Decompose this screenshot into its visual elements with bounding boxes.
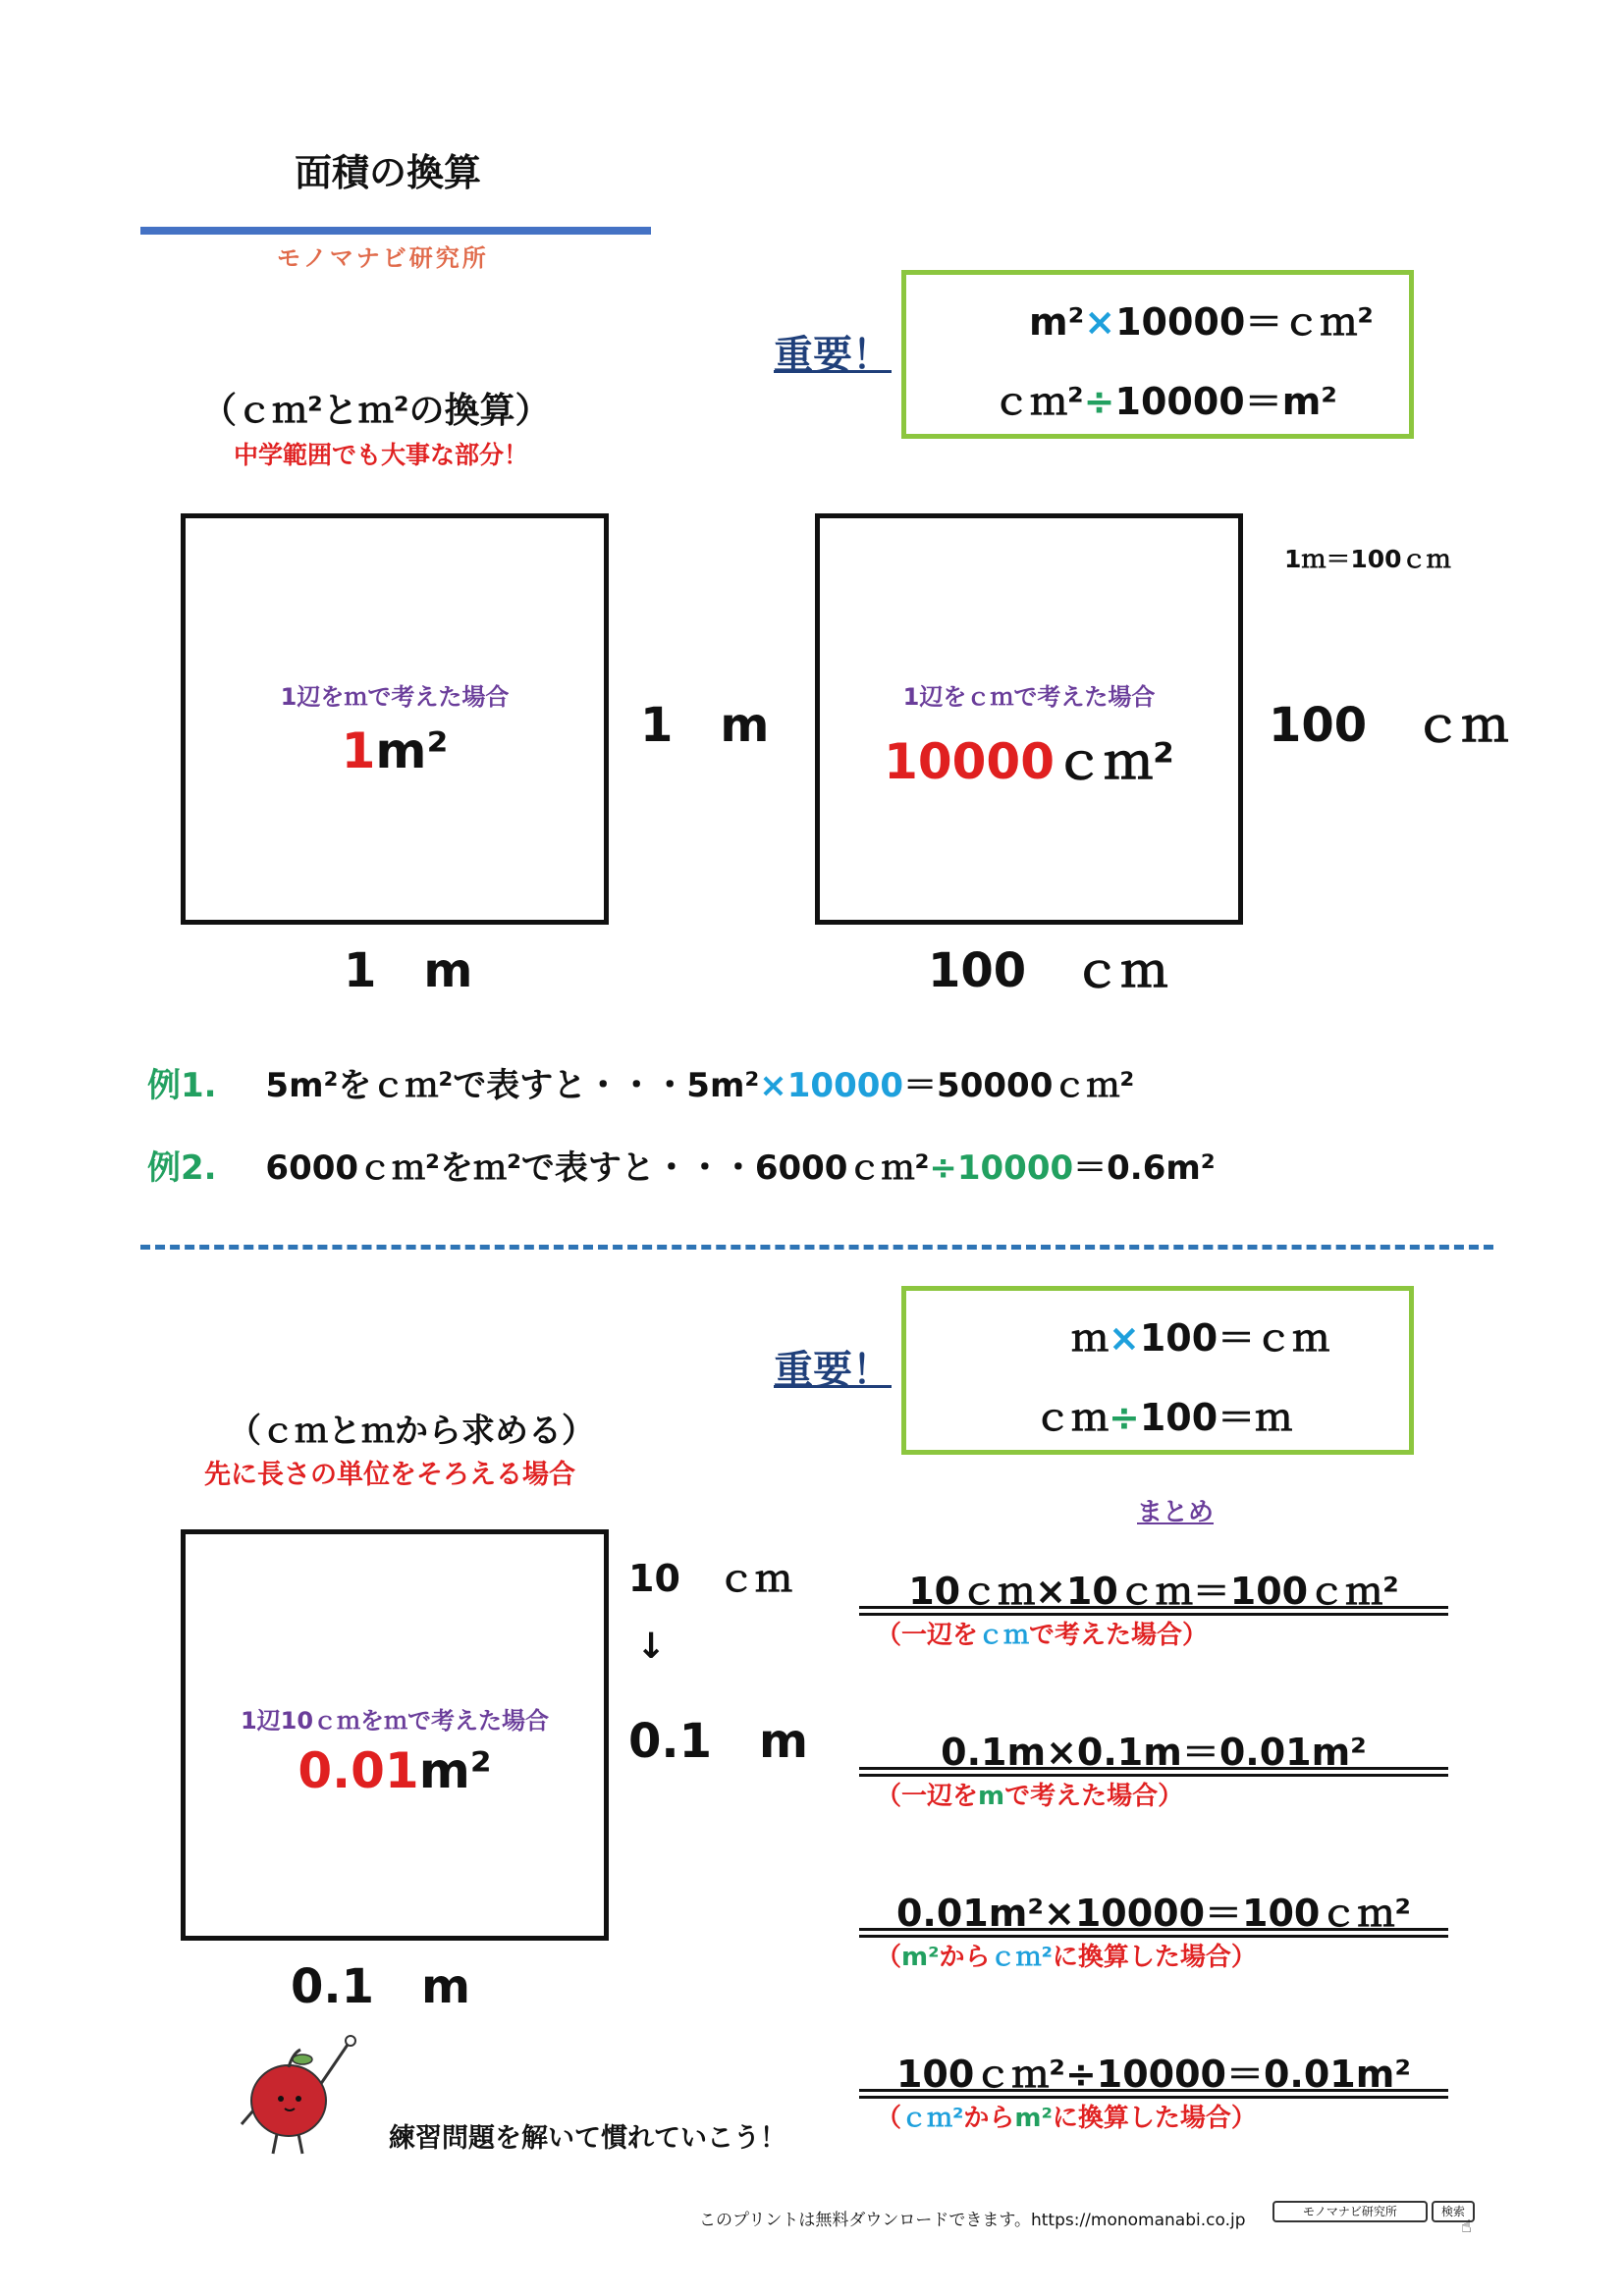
footer-search-input[interactable]: モノマナビ研究所: [1272, 2201, 1428, 2222]
section2-note: 先に長さの単位をそろえる場合: [204, 1460, 575, 1490]
formula-line-4: ｃｍ÷100＝ｍ: [1034, 1396, 1293, 1439]
page-title: 面積の換算: [295, 151, 482, 194]
square-centimeter-side-right: 100 ｃｍ: [1269, 698, 1509, 753]
square-decimeter-side-bottom: 0.1 m: [291, 1959, 471, 2014]
footer-search-button[interactable]: 検索: [1432, 2201, 1475, 2222]
formula-line-1: m²×10000＝ｃｍ²: [1029, 300, 1374, 344]
square-meter-side-right: 1 m: [640, 698, 770, 753]
mascot-message: 練習問題を解いて慣れていこう！: [389, 2123, 786, 2154]
side-length-m: 0.1 m: [628, 1714, 809, 1769]
example-1: 例1. 5m²をｃｍ²で表すと・・・5m²×10000＝50000ｃｍ²: [147, 1066, 1135, 1105]
section-divider: [140, 1245, 1493, 1250]
square-meter-area: 1m²: [341, 722, 449, 779]
summary-note-3: （m²からｃｍ²に換算した場合）: [876, 1943, 1257, 1972]
down-arrow-icon: ↓: [636, 1627, 667, 1667]
important-label-2: 重要！: [774, 1348, 892, 1393]
formula-line-2: ｃｍ²÷10000＝m²: [993, 380, 1337, 423]
summary-formula-4: 100ｃｍ²÷10000＝0.01m²: [895, 2053, 1411, 2096]
example-2: 例2. 6000ｃｍ²をｍ²で表すと・・・6000ｃｍ²÷10000＝0.6m²: [147, 1148, 1216, 1188]
square-centimeter-side-bottom: 100 ｃｍ: [928, 943, 1168, 998]
summary-title: まとめ: [1137, 1498, 1215, 1527]
square-centimeter-area: 10000ｃｍ²: [884, 733, 1174, 790]
site-logo: モノマナビ研究所: [277, 244, 489, 272]
title-underline: [140, 227, 651, 235]
important-formula-box: [901, 270, 1414, 439]
section2-subtitle: （ｃｍとｍから求める）: [228, 1412, 595, 1451]
footer-text: このプリントは無料ダウンロードできます。https://monomanabi.co.jp: [699, 2211, 1246, 2230]
summary-note-4: （ｃｍ²からm²に換算した場合）: [876, 2104, 1257, 2133]
square-decimeter-caption: 1辺10ｃｍをｍで考えた場合: [240, 1707, 550, 1735]
important-formula-box-2: [901, 1286, 1414, 1455]
formula-line-3: ｍ×100＝ｃｍ: [1071, 1316, 1330, 1360]
square-meter-side-bottom: 1 m: [344, 943, 473, 998]
summary-note-1: （一辺をｃｍで考えた場合）: [876, 1621, 1209, 1650]
pointer-hand-icon: ☝: [1461, 2216, 1472, 2237]
square-decimeter-area: 0.01m²: [298, 1742, 492, 1799]
unit-relation-note: 1ｍ＝100ｃｍ: [1284, 545, 1451, 573]
section1-subtitle: （ｃｍ²とｍ²の換算）: [201, 391, 551, 431]
side-length-cm: 10 ｃｍ: [628, 1557, 792, 1600]
summary-formula-3: 0.01m²×10000＝100ｃｍ²: [895, 1892, 1411, 1935]
section1-note: 中学範囲でも大事な部分！: [234, 441, 529, 469]
square-centimeter-caption: 1辺をｃｍで考えた場合: [902, 683, 1156, 711]
summary-note-2: （一辺をmで考えた場合）: [876, 1782, 1184, 1811]
apple-mascot-icon: [232, 2034, 369, 2162]
summary-formula-1: 10ｃｍ×10ｃｍ＝100ｃｍ²: [908, 1570, 1399, 1613]
summary-formula-2: 0.1m×0.1m＝0.01m²: [941, 1731, 1367, 1774]
square-centimeter: [815, 513, 1243, 925]
square-decimeter: [181, 1529, 609, 1941]
square-meter: [181, 513, 609, 925]
square-meter-caption: 1辺をｍで考えた場合: [280, 683, 510, 711]
important-label: 重要！: [774, 333, 892, 378]
